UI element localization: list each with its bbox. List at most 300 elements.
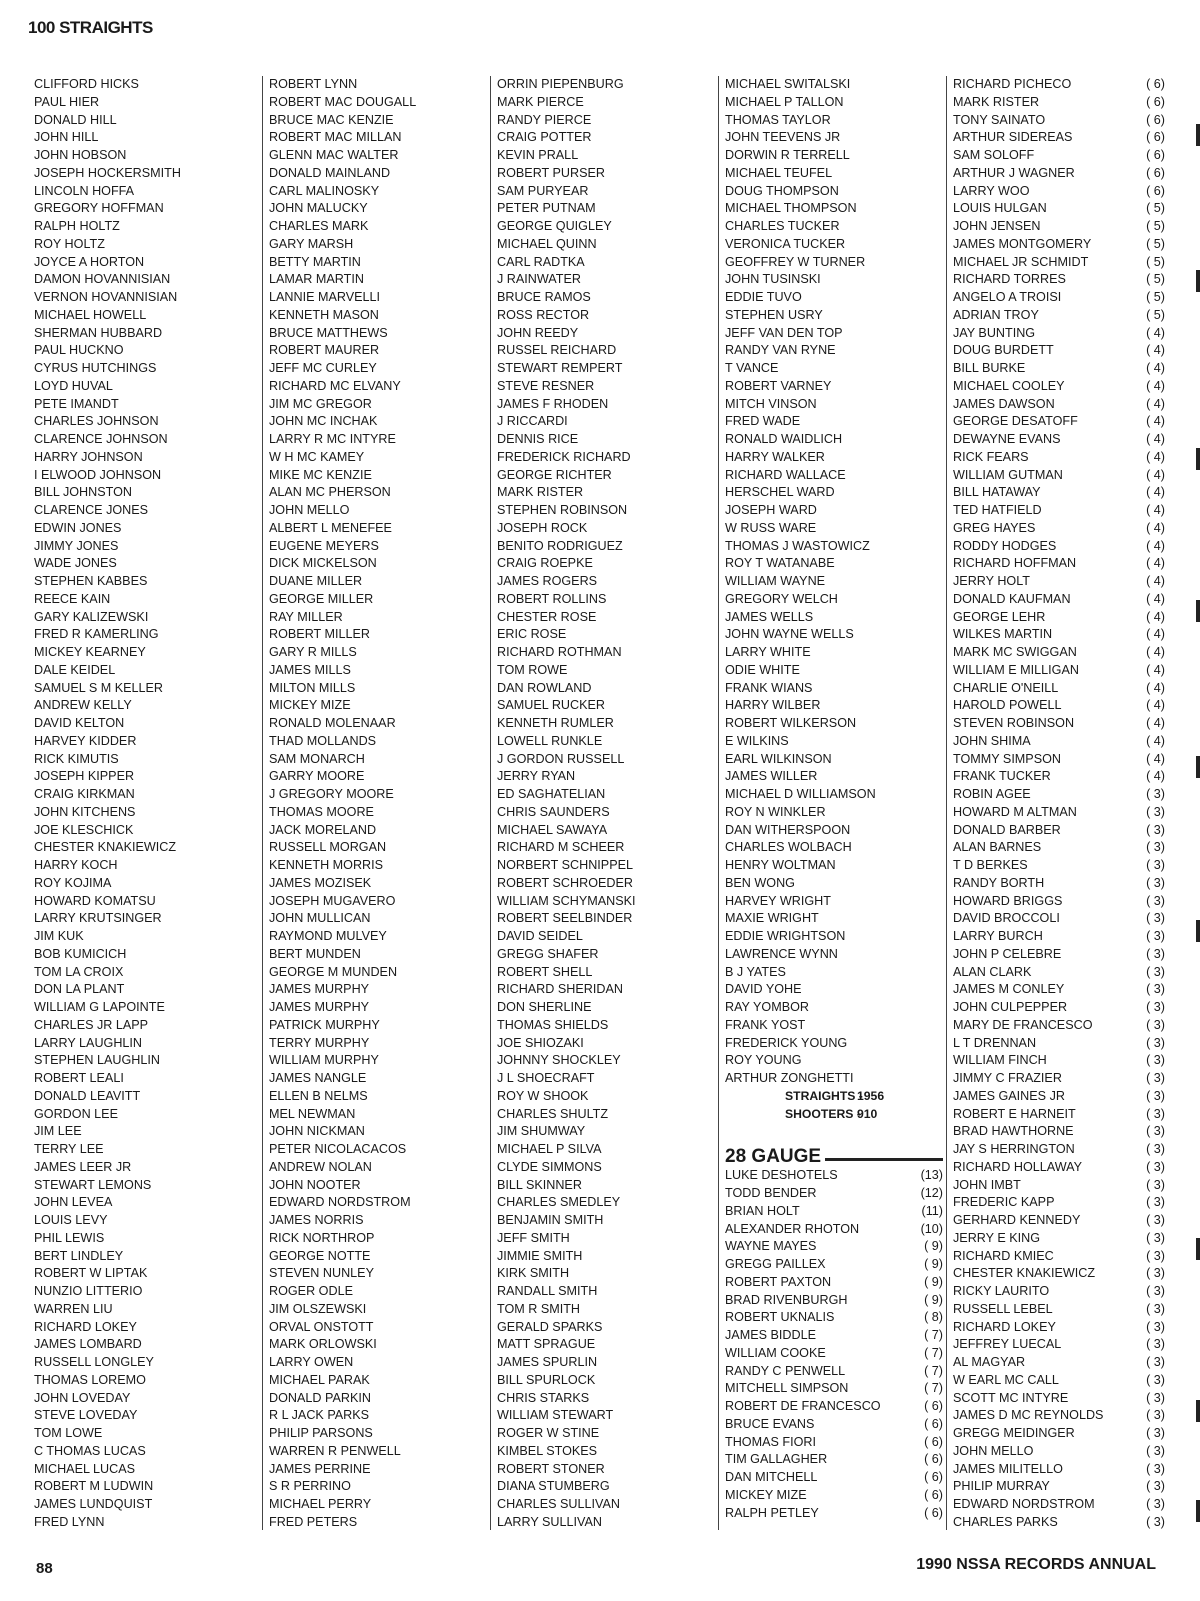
list-item bbox=[953, 804, 1165, 822]
list-item bbox=[34, 502, 252, 520]
shooter-name: DAN ROWLAND bbox=[497, 680, 592, 695]
column-5 bbox=[946, 76, 1165, 1530]
shooter-name: KENNETH MASON bbox=[269, 307, 379, 322]
shooter-name: WILLIAM G LAPOINTE bbox=[34, 1000, 165, 1014]
edge-mark bbox=[1196, 920, 1200, 942]
shooter-name: DONALD LEAVITT bbox=[34, 1088, 141, 1103]
shooter-name: ALAN CLARK bbox=[953, 964, 1032, 979]
list-item bbox=[497, 342, 715, 360]
straights-count: ( 3) bbox=[1146, 1319, 1165, 1334]
section-title-28-gauge bbox=[725, 1139, 943, 1165]
list-item bbox=[953, 591, 1165, 609]
list-item bbox=[497, 928, 715, 946]
shooter-name: RANDY BORTH bbox=[953, 875, 1045, 890]
shooter-name: JAMES LUNDQUIST bbox=[34, 1497, 153, 1511]
straights-count: ( 3) bbox=[1146, 1390, 1165, 1405]
list-item bbox=[953, 1017, 1165, 1035]
shooter-name: MICHAEL THOMPSON bbox=[725, 201, 857, 216]
list-item bbox=[497, 644, 715, 662]
list-item bbox=[34, 413, 252, 431]
list-item bbox=[497, 307, 715, 325]
shooter-name: FRED R KAMERLING bbox=[34, 627, 159, 642]
shooter-name: MARY DE FRANCESCO bbox=[953, 1017, 1093, 1032]
list-item bbox=[269, 839, 487, 857]
list-item bbox=[34, 1159, 252, 1177]
list-item bbox=[953, 413, 1165, 431]
list-item bbox=[953, 307, 1165, 325]
list-item bbox=[497, 751, 715, 769]
list-item bbox=[497, 573, 715, 591]
shooter-name: B J YATES bbox=[725, 964, 786, 979]
list-item bbox=[497, 1212, 715, 1230]
shooter-name: ROY N WINKLER bbox=[725, 804, 826, 819]
shooter-name: CLARENCE JONES bbox=[34, 503, 149, 517]
list-item bbox=[34, 218, 252, 236]
list-item bbox=[725, 147, 943, 165]
list-item bbox=[269, 1407, 487, 1425]
list-item bbox=[269, 875, 487, 893]
list-item bbox=[497, 1496, 715, 1514]
shooter-name: JEFFREY LUECAL bbox=[953, 1337, 1062, 1352]
shooter-name: GORDON LEE bbox=[34, 1106, 118, 1121]
shooter-name: ROBERT MAC DOUGALL bbox=[269, 94, 417, 109]
shooter-name: JOHN TEEVENS JR bbox=[725, 130, 841, 145]
shooter-name: ANGELO A TROISI bbox=[953, 290, 1062, 304]
list-item bbox=[34, 1035, 252, 1053]
straights-count: ( 4) bbox=[1146, 645, 1165, 659]
straights-count: ( 7) bbox=[924, 1363, 943, 1378]
shooter-name: JOHN MC INCHAK bbox=[269, 414, 378, 429]
shooter-name: JAMES D MC REYNOLDS bbox=[953, 1408, 1104, 1423]
list-item bbox=[269, 1514, 487, 1532]
shooter-name: JIM OLSZEWSKI bbox=[269, 1301, 367, 1316]
shooter-name: ARTHUR ZONGHETTI bbox=[725, 1071, 854, 1085]
list-item bbox=[725, 360, 943, 378]
list-item bbox=[953, 822, 1165, 840]
list-item bbox=[725, 1505, 943, 1523]
shooter-name: JOHN SHIMA bbox=[953, 733, 1031, 748]
shooter-name: JOHN MELLO bbox=[953, 1443, 1034, 1458]
list-item bbox=[497, 236, 715, 254]
straights-count: ( 3) bbox=[1146, 1284, 1165, 1298]
list-item bbox=[269, 857, 487, 875]
list-item bbox=[953, 964, 1165, 982]
straights-count: ( 5) bbox=[1146, 236, 1165, 251]
list-item bbox=[725, 1203, 943, 1221]
shooter-name: RODDY HODGES bbox=[953, 538, 1057, 553]
shooter-name: W EARL MC CALL bbox=[953, 1372, 1059, 1387]
list-item bbox=[269, 928, 487, 946]
list-item bbox=[269, 981, 487, 999]
straights-count: (10) bbox=[920, 1221, 943, 1236]
shooter-name: HAROLD POWELL bbox=[953, 698, 1062, 713]
list-item bbox=[497, 94, 715, 112]
straights-count: (13) bbox=[920, 1168, 943, 1183]
shooter-name: CLARENCE JOHNSON bbox=[34, 432, 168, 446]
shooter-name: ROBERT MAC MILLAN bbox=[269, 130, 402, 145]
list-item bbox=[953, 875, 1165, 893]
list-item bbox=[953, 484, 1165, 502]
list-item bbox=[34, 1106, 252, 1124]
list-item bbox=[725, 200, 943, 218]
straights-count: ( 4) bbox=[1146, 343, 1165, 358]
list-item bbox=[497, 1461, 715, 1479]
shooter-name: CHARLES MARK bbox=[269, 219, 369, 233]
shooter-name: JOHN NOOTER bbox=[269, 1177, 361, 1192]
straights-count: ( 6) bbox=[924, 1505, 943, 1520]
shooter-name: JIMMIE SMITH bbox=[497, 1248, 583, 1263]
list-item bbox=[269, 449, 487, 467]
shooter-name: STEVE RESNER bbox=[497, 378, 595, 393]
shooter-name: MILTON MILLS bbox=[269, 680, 356, 695]
list-item bbox=[34, 183, 252, 201]
shooter-name: JIMMY JONES bbox=[34, 538, 119, 553]
list-item bbox=[269, 1390, 487, 1408]
shooter-name: VERNON HOVANNISIAN bbox=[34, 290, 178, 304]
shooter-name: THOMAS J WASTOWICZ bbox=[725, 538, 870, 553]
section-title-underline bbox=[825, 1158, 943, 1161]
list-item bbox=[34, 1088, 252, 1106]
list-item bbox=[497, 378, 715, 396]
column-2 bbox=[262, 76, 487, 1530]
shooter-name: ROY W SHOOK bbox=[497, 1088, 589, 1103]
shooter-name: CHESTER ROSE bbox=[497, 609, 597, 624]
shooter-name: STEWART LEMONS bbox=[34, 1177, 152, 1192]
shooter-name: HARVEY WRIGHT bbox=[725, 893, 831, 908]
list-item bbox=[953, 662, 1165, 680]
list-item bbox=[269, 165, 487, 183]
shooter-name: RICHARD KMIEC bbox=[953, 1248, 1054, 1263]
list-item bbox=[269, 680, 487, 698]
list-item bbox=[953, 165, 1165, 183]
shooter-name: ERIC ROSE bbox=[497, 627, 567, 642]
shooter-name: RUSSELL LONGLEY bbox=[34, 1355, 154, 1369]
list-item bbox=[269, 609, 487, 627]
straights-count: ( 5) bbox=[1146, 254, 1165, 269]
list-item bbox=[497, 396, 715, 414]
shooter-name: CHARLES SHULTZ bbox=[497, 1106, 609, 1121]
list-item bbox=[953, 1141, 1165, 1159]
shooter-name: JOHN JENSEN bbox=[953, 219, 1041, 233]
straights-count: ( 5) bbox=[1146, 290, 1165, 304]
list-item bbox=[34, 1070, 252, 1088]
list-item bbox=[269, 591, 487, 609]
shooter-name: LARRY WHITE bbox=[725, 645, 811, 659]
list-item bbox=[497, 1319, 715, 1337]
shooter-name: GREGG PAILLEX bbox=[725, 1257, 826, 1271]
list-item bbox=[953, 1496, 1165, 1514]
list-item bbox=[725, 751, 943, 769]
shooter-name: JAMES LOMBARD bbox=[34, 1337, 142, 1352]
list-item bbox=[269, 112, 487, 130]
list-item bbox=[725, 644, 943, 662]
shooter-name: ROBERT SHELL bbox=[497, 964, 593, 979]
straights-count: ( 6) bbox=[1146, 183, 1165, 198]
list-item bbox=[725, 1434, 943, 1452]
shooter-name: SAM SOLOFF bbox=[953, 148, 1035, 162]
shooter-name: GREGORY HOFFMAN bbox=[34, 201, 164, 216]
shooter-name: I ELWOOD JOHNSON bbox=[34, 467, 162, 482]
shooter-name: BRIAN HOLT bbox=[725, 1203, 800, 1218]
shooter-name: NORBERT SCHNIPPEL bbox=[497, 858, 634, 872]
shooter-name: ARTHUR SIDEREAS bbox=[953, 130, 1073, 145]
list-item bbox=[725, 715, 943, 733]
shooter-name: LOUIS HULGAN bbox=[953, 201, 1047, 216]
shooter-name: C THOMAS LUCAS bbox=[34, 1443, 146, 1458]
list-item bbox=[497, 981, 715, 999]
shooter-name: ROBERT UKNALIS bbox=[725, 1310, 835, 1325]
straights-count: ( 8) bbox=[924, 1310, 943, 1325]
shooter-name: ROBERT SCHROEDER bbox=[497, 875, 633, 890]
edge-mark bbox=[1196, 1400, 1200, 1422]
shooter-name: WILLIAM WAYNE bbox=[725, 574, 826, 588]
shooter-name: STEPHEN USRY bbox=[725, 307, 823, 322]
list-item bbox=[953, 697, 1165, 715]
list-item bbox=[34, 875, 252, 893]
shooter-name: ORRIN PIEPENBURG bbox=[497, 77, 624, 91]
straights-count: ( 3) bbox=[1146, 964, 1165, 979]
list-item bbox=[497, 1052, 715, 1070]
shooter-name: BETTY MARTIN bbox=[269, 254, 361, 269]
shooter-name: JAMES WILLER bbox=[725, 769, 818, 784]
shooter-name: CHARLES WOLBACH bbox=[725, 840, 852, 855]
list-item bbox=[725, 964, 943, 982]
shooter-name: GREGG MEIDINGER bbox=[953, 1426, 1075, 1440]
list-item bbox=[34, 839, 252, 857]
list-item bbox=[953, 1443, 1165, 1461]
straights-count: ( 3) bbox=[1146, 1266, 1165, 1281]
shooter-name: HARRY JOHNSON bbox=[34, 449, 143, 464]
list-item bbox=[725, 928, 943, 946]
list-item bbox=[953, 254, 1165, 272]
shooter-name: J GREGORY MOORE bbox=[269, 787, 394, 801]
list-item bbox=[34, 342, 252, 360]
straights-count: ( 6) bbox=[1146, 77, 1165, 91]
list-item bbox=[953, 715, 1165, 733]
shooter-name: DONALD PARKIN bbox=[269, 1390, 371, 1405]
shooter-name: JACK MORELAND bbox=[269, 822, 377, 837]
list-item bbox=[34, 1478, 252, 1496]
list-item bbox=[34, 1177, 252, 1195]
shooters-total bbox=[725, 1106, 943, 1124]
list-item bbox=[497, 1248, 715, 1266]
shooters-value: 910 bbox=[857, 1106, 878, 1121]
list-item bbox=[269, 1017, 487, 1035]
shooter-name: JAMES DAWSON bbox=[953, 396, 1055, 411]
shooter-name: JAMES WELLS bbox=[725, 609, 814, 624]
list-item bbox=[497, 218, 715, 236]
list-item bbox=[34, 733, 252, 751]
list-item bbox=[725, 1035, 943, 1053]
list-item bbox=[497, 1354, 715, 1372]
list-item bbox=[725, 271, 943, 289]
shooter-name: RAYMOND MULVEY bbox=[269, 929, 387, 943]
shooter-name: JAMES NANGLE bbox=[269, 1071, 367, 1085]
shooter-name: WILLIAM COOKE bbox=[725, 1345, 826, 1360]
shooter-name: LARRY KRUTSINGER bbox=[34, 911, 162, 926]
shooter-name: BEN WONG bbox=[725, 875, 795, 890]
list-item bbox=[497, 822, 715, 840]
shooter-name: TIM GALLAGHER bbox=[725, 1452, 828, 1467]
shooter-name: DONALD MAINLAND bbox=[269, 165, 391, 180]
list-item bbox=[269, 1461, 487, 1479]
list-item bbox=[269, 236, 487, 254]
shooter-name: RANDY C PENWELL bbox=[725, 1363, 846, 1378]
list-item bbox=[953, 1230, 1165, 1248]
list-item bbox=[725, 1345, 943, 1363]
straights-count: ( 4) bbox=[1146, 591, 1165, 606]
column-3 bbox=[490, 76, 715, 1530]
shooter-name: BRUCE MAC KENZIE bbox=[269, 112, 394, 127]
list-item bbox=[269, 325, 487, 343]
shooter-name: ED SAGHATELIAN bbox=[497, 787, 606, 801]
list-item bbox=[269, 1354, 487, 1372]
shooter-name: ROSS RECTOR bbox=[497, 307, 590, 322]
shooter-name: MICKEY MIZE bbox=[725, 1487, 807, 1502]
list-item bbox=[725, 1256, 943, 1274]
shooter-name: JAMES PERRINE bbox=[269, 1461, 371, 1476]
list-item bbox=[34, 1123, 252, 1141]
shooter-name: JOHN CULPEPPER bbox=[953, 1000, 1068, 1014]
shooter-name: JAMES LEER JR bbox=[34, 1159, 132, 1174]
list-item bbox=[269, 626, 487, 644]
straights-count: ( 3) bbox=[1146, 1071, 1165, 1085]
straights-count: ( 3) bbox=[1146, 1426, 1165, 1440]
page-number: 88 bbox=[36, 1560, 53, 1577]
list-item bbox=[34, 928, 252, 946]
list-item bbox=[497, 484, 715, 502]
shooter-name: GEORGE NOTTE bbox=[269, 1248, 371, 1263]
edge-mark bbox=[1196, 124, 1200, 146]
shooter-name: ROBERT PURSER bbox=[497, 165, 606, 180]
list-item bbox=[725, 662, 943, 680]
straights-count: ( 3) bbox=[1146, 1514, 1165, 1529]
list-item bbox=[34, 715, 252, 733]
list-item bbox=[269, 893, 487, 911]
shooter-name: RALPH HOLTZ bbox=[34, 219, 120, 233]
list-item bbox=[269, 1230, 487, 1248]
shooter-name: L T DRENNAN bbox=[953, 1035, 1037, 1050]
shooter-name: ALAN BARNES bbox=[953, 840, 1042, 855]
list-item bbox=[497, 999, 715, 1017]
list-item bbox=[497, 1230, 715, 1248]
list-item bbox=[34, 378, 252, 396]
shooters-label: SHOOTERS - bbox=[785, 1106, 861, 1121]
shooter-name: WARREN R PENWELL bbox=[269, 1443, 401, 1458]
shooter-name: T VANCE bbox=[725, 361, 779, 375]
shooter-name: JIM LEE bbox=[34, 1124, 82, 1139]
shooter-name: MARK RISTER bbox=[953, 94, 1040, 109]
shooter-name: PETER NICOLACACOS bbox=[269, 1142, 407, 1156]
list-item bbox=[269, 1088, 487, 1106]
straights-count: ( 5) bbox=[1146, 201, 1165, 216]
shooter-name: JOHN MELLO bbox=[269, 503, 350, 517]
shooter-name: THAD MOLLANDS bbox=[269, 733, 377, 748]
list-item bbox=[725, 1398, 943, 1416]
list-item bbox=[497, 910, 715, 928]
straights-count: ( 3) bbox=[1146, 1017, 1165, 1032]
list-item bbox=[953, 839, 1165, 857]
edge-mark bbox=[1196, 270, 1200, 292]
shooter-name: HOWARD KOMATSU bbox=[34, 893, 156, 908]
list-item bbox=[269, 786, 487, 804]
list-item bbox=[34, 254, 252, 272]
straights-count: ( 6) bbox=[1146, 148, 1165, 162]
shooter-name: RONALD WAIDLICH bbox=[725, 432, 843, 446]
list-item bbox=[497, 1070, 715, 1088]
list-item bbox=[725, 467, 943, 485]
list-item bbox=[269, 431, 487, 449]
list-item bbox=[953, 1407, 1165, 1425]
straights-count: ( 3) bbox=[1146, 1053, 1165, 1068]
list-item bbox=[725, 822, 943, 840]
list-item bbox=[953, 449, 1165, 467]
straights-count: ( 4) bbox=[1146, 378, 1165, 393]
list-item bbox=[34, 999, 252, 1017]
list-item bbox=[953, 1514, 1165, 1532]
list-item bbox=[34, 467, 252, 485]
list-item bbox=[953, 626, 1165, 644]
straights-count: (12) bbox=[920, 1186, 943, 1200]
list-item bbox=[34, 484, 252, 502]
list-item bbox=[34, 626, 252, 644]
list-item bbox=[269, 1478, 487, 1496]
list-item bbox=[269, 1212, 487, 1230]
list-item bbox=[725, 626, 943, 644]
straights-count: ( 7) bbox=[924, 1345, 943, 1360]
list-item bbox=[725, 112, 943, 130]
shooter-name: DAVID BROCCOLI bbox=[953, 911, 1060, 926]
list-item bbox=[497, 609, 715, 627]
shooter-name: BILL JOHNSTON bbox=[34, 485, 132, 500]
list-item bbox=[725, 804, 943, 822]
shooter-name: STEPHEN LAUGHLIN bbox=[34, 1053, 160, 1068]
list-item bbox=[497, 271, 715, 289]
shooter-name: HARRY KOCH bbox=[34, 858, 118, 872]
shooter-name: CLYDE SIMMONS bbox=[497, 1159, 602, 1174]
list-item bbox=[497, 254, 715, 272]
shooter-name: ANDREW NOLAN bbox=[269, 1159, 372, 1174]
shooter-name: JOSEPH KIPPER bbox=[34, 769, 135, 784]
shooter-name: PHIL LEWIS bbox=[34, 1230, 105, 1245]
list-item bbox=[953, 857, 1165, 875]
list-item bbox=[269, 555, 487, 573]
list-item bbox=[725, 502, 943, 520]
list-item bbox=[953, 112, 1165, 130]
list-item bbox=[725, 1363, 943, 1381]
shooter-name: JOHN HOBSON bbox=[34, 148, 127, 162]
shooter-name: MICHAEL PARAK bbox=[269, 1372, 370, 1387]
shooter-name: HOWARD M ALTMAN bbox=[953, 804, 1077, 819]
list-item bbox=[269, 1070, 487, 1088]
shooter-name: ODIE WHITE bbox=[725, 662, 800, 677]
shooter-name: EDDIE WRIGHTSON bbox=[725, 929, 846, 943]
shooter-name: JERRY HOLT bbox=[953, 574, 1030, 588]
straights-count: ( 7) bbox=[924, 1381, 943, 1396]
shooter-name: DENNIS RICE bbox=[497, 432, 579, 446]
shooter-name: JAMES SPURLIN bbox=[497, 1355, 598, 1369]
list-item bbox=[953, 1248, 1165, 1266]
shooter-name: RAY YOMBOR bbox=[725, 1000, 809, 1014]
shooter-name: BENJAMIN SMITH bbox=[497, 1213, 604, 1227]
straights-count: ( 3) bbox=[1146, 1443, 1165, 1458]
list-item bbox=[497, 467, 715, 485]
shooter-name: LARRY WOO bbox=[953, 183, 1030, 198]
list-item bbox=[497, 1177, 715, 1195]
list-item bbox=[953, 1283, 1165, 1301]
list-item bbox=[497, 413, 715, 431]
shooter-name: RICHARD LOKEY bbox=[953, 1319, 1056, 1334]
